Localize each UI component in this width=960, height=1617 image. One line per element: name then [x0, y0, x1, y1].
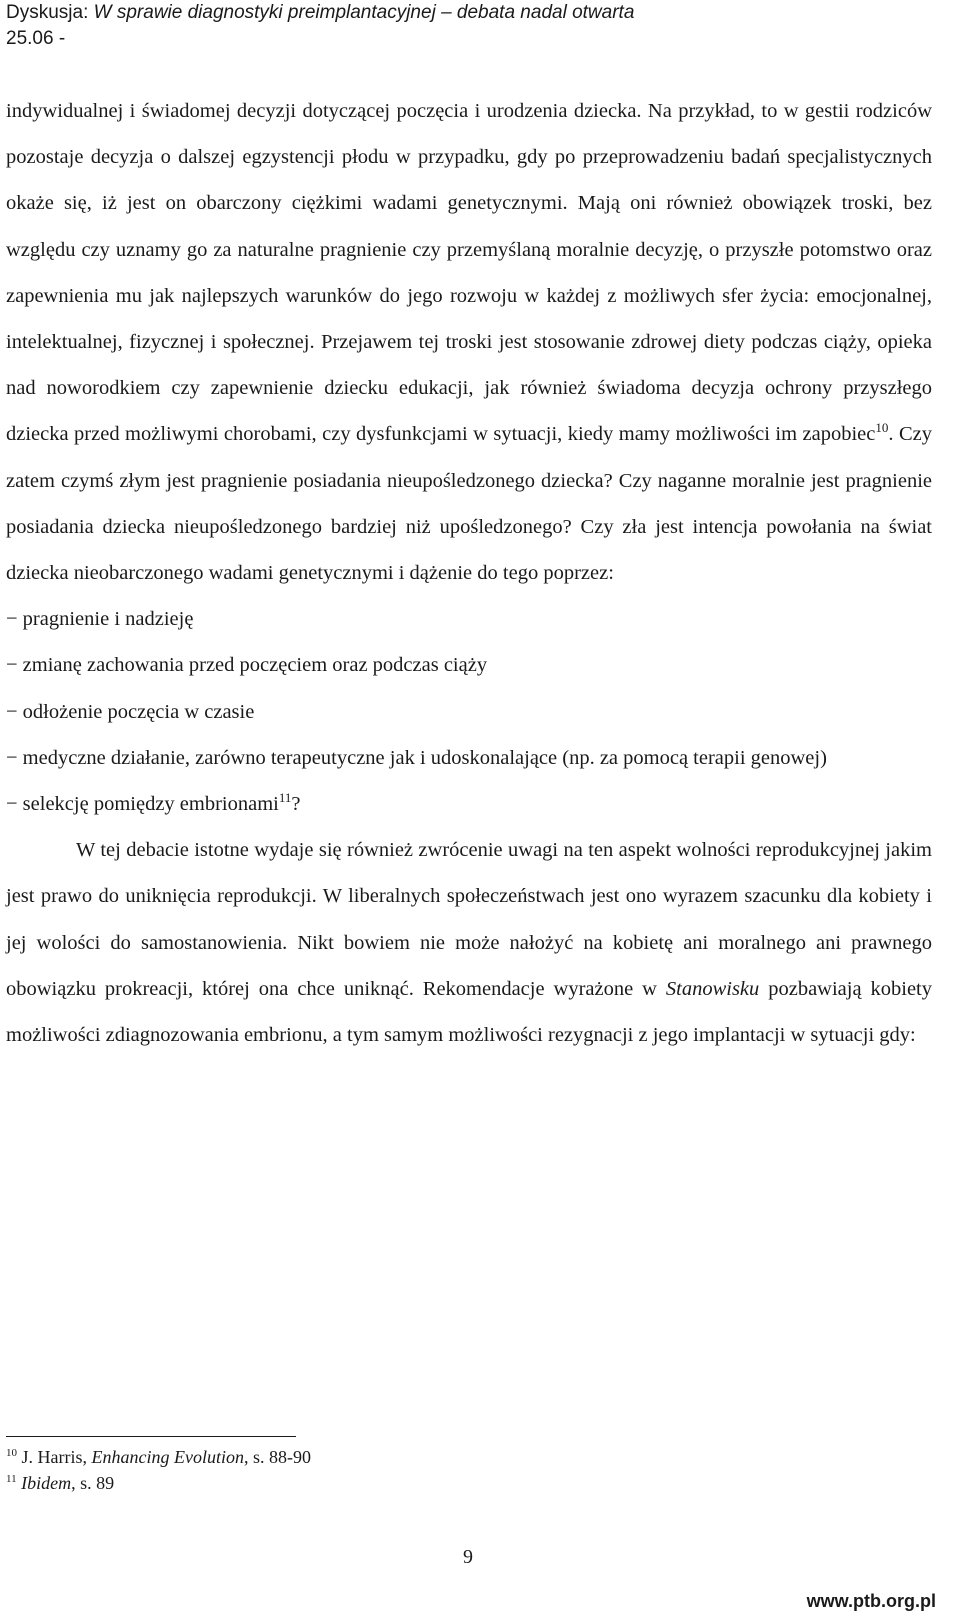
footnote-title: Ibidem [21, 1473, 72, 1493]
footnote-ref-10[interactable]: 10 [875, 420, 889, 436]
header-title: W sprawie diagnostyki preimplantacyjnej – debata nadal otwarta [93, 2, 635, 23]
paragraph-1-text: indywidualnej i świadomej decyzji dotyczącej poczęcia i urodzenia dziecka. Na przykład, to w gestii rodziców pozostaje decyzja o dalszej egzystencji płodu w przypadku, gdy po przeprowadzeniu badań specjalistycznych okaże się, iż jest on obarczony ciężkimi wadami genetycznymi. Mają oni również obowiązek troski, bez względu czy uznamy go za naturalne pragnienie czy przemyślaną moralnie decyzję, o przyszłe potomstwo oraz zapewnienia mu jak najlepszych warunków do jego rozwoju w każdej z możliwych sfer życia: emocjonalnej, intelektualnej, fizycznej i społecznej. Przejawem tej troski jest stosowanie zdrowej diety podczas ciąży, opieka nad noworodkiem czy zapewnienie dziecku edukacji, jak również świadoma decyzja ochrony przyszłego dziecka przed możliwymi chorobami, czy dysfunkcjami w sytuacji, kiedy mamy możliwości im zapobiec [6, 100, 932, 446]
footnote-pages: , s. 88-90 [243, 1447, 311, 1467]
list-item: − zmianę zachowania przed poczęciem oraz podczas ciąży [6, 654, 488, 677]
list-item-last [6, 781, 932, 827]
paragraph-1 [6, 88, 932, 596]
body-text [6, 88, 932, 1058]
running-head [6, 0, 946, 52]
footnote-10 [6, 1444, 906, 1470]
footnote-text: J. Harris, [17, 1447, 92, 1467]
site-url[interactable]: www.ptb.org.pl [806, 1591, 936, 1611]
footnote-pages: , s. 89 [71, 1473, 115, 1493]
list-item: − medyczne działanie, zarówno terapeutyczne jak i udoskonalające (np. za pomocą terapii genowej) [6, 746, 827, 769]
page-number: 9 [463, 1546, 473, 1568]
paragraph-2-text-cont: pozbawiają kobiety możliwości zdiagnozowania embrionu, a tym samym możliwości rezygnacji z jego implantacji w sytuacji gdy: [6, 977, 932, 1047]
list-item: − odłożenie poczęcia w czasie [6, 700, 255, 723]
list-item-last-text: − selekcję pomiędzy embrionami [6, 793, 279, 816]
list-item: − pragnienie i nadzieję [6, 608, 194, 631]
footnote-divider [6, 1436, 296, 1437]
footnote-number: 11 [6, 1473, 17, 1485]
header-date: 25.06 - [6, 28, 66, 49]
footnote-number: 10 [6, 1447, 17, 1459]
paragraph-1-text-cont: . Czy zatem czymś złym jest pragnienie posiadania nieupośledzonego dziecka? Czy naganne moralnie jest pragnienie posiadania dziecka nieupośledzonego bardziej niż upośledzonego? Czy zła jest intencja powołania na świat dziecka nieobarczonego wadami genetycznymi i dążenie do tego poprzez: [6, 423, 933, 585]
paragraph-2-text: W tej debacie istotne wydaje się również zwrócenie uwagi na ten aspekt wolności reprodukcyjnej jakim jest prawo do uniknięcia reprodukcji. W liberalnych społeczeństwach jest ono wyrazem szacunku dla kobiety i jej wolości do samostanowienia. Nikt bowiem nie może nałożyć na kobietę ani moralnego ani prawnego obowiązku prokreacji, której ona chce uniknąć. Rekomendacje wyrażone w [6, 839, 932, 1000]
footnotes [6, 1444, 906, 1496]
header-title-line [6, 0, 946, 26]
footnote-11 [6, 1470, 906, 1496]
paragraph-2-italic: Stanowisku [665, 977, 760, 1000]
list-item-last-end: ? [291, 793, 301, 816]
paragraph-2 [6, 827, 932, 1058]
header-prefix: Dyskusja: [6, 2, 94, 23]
footnote-title: Enhancing Evolution [91, 1447, 244, 1467]
footnote-ref-11[interactable]: 11 [278, 790, 292, 806]
